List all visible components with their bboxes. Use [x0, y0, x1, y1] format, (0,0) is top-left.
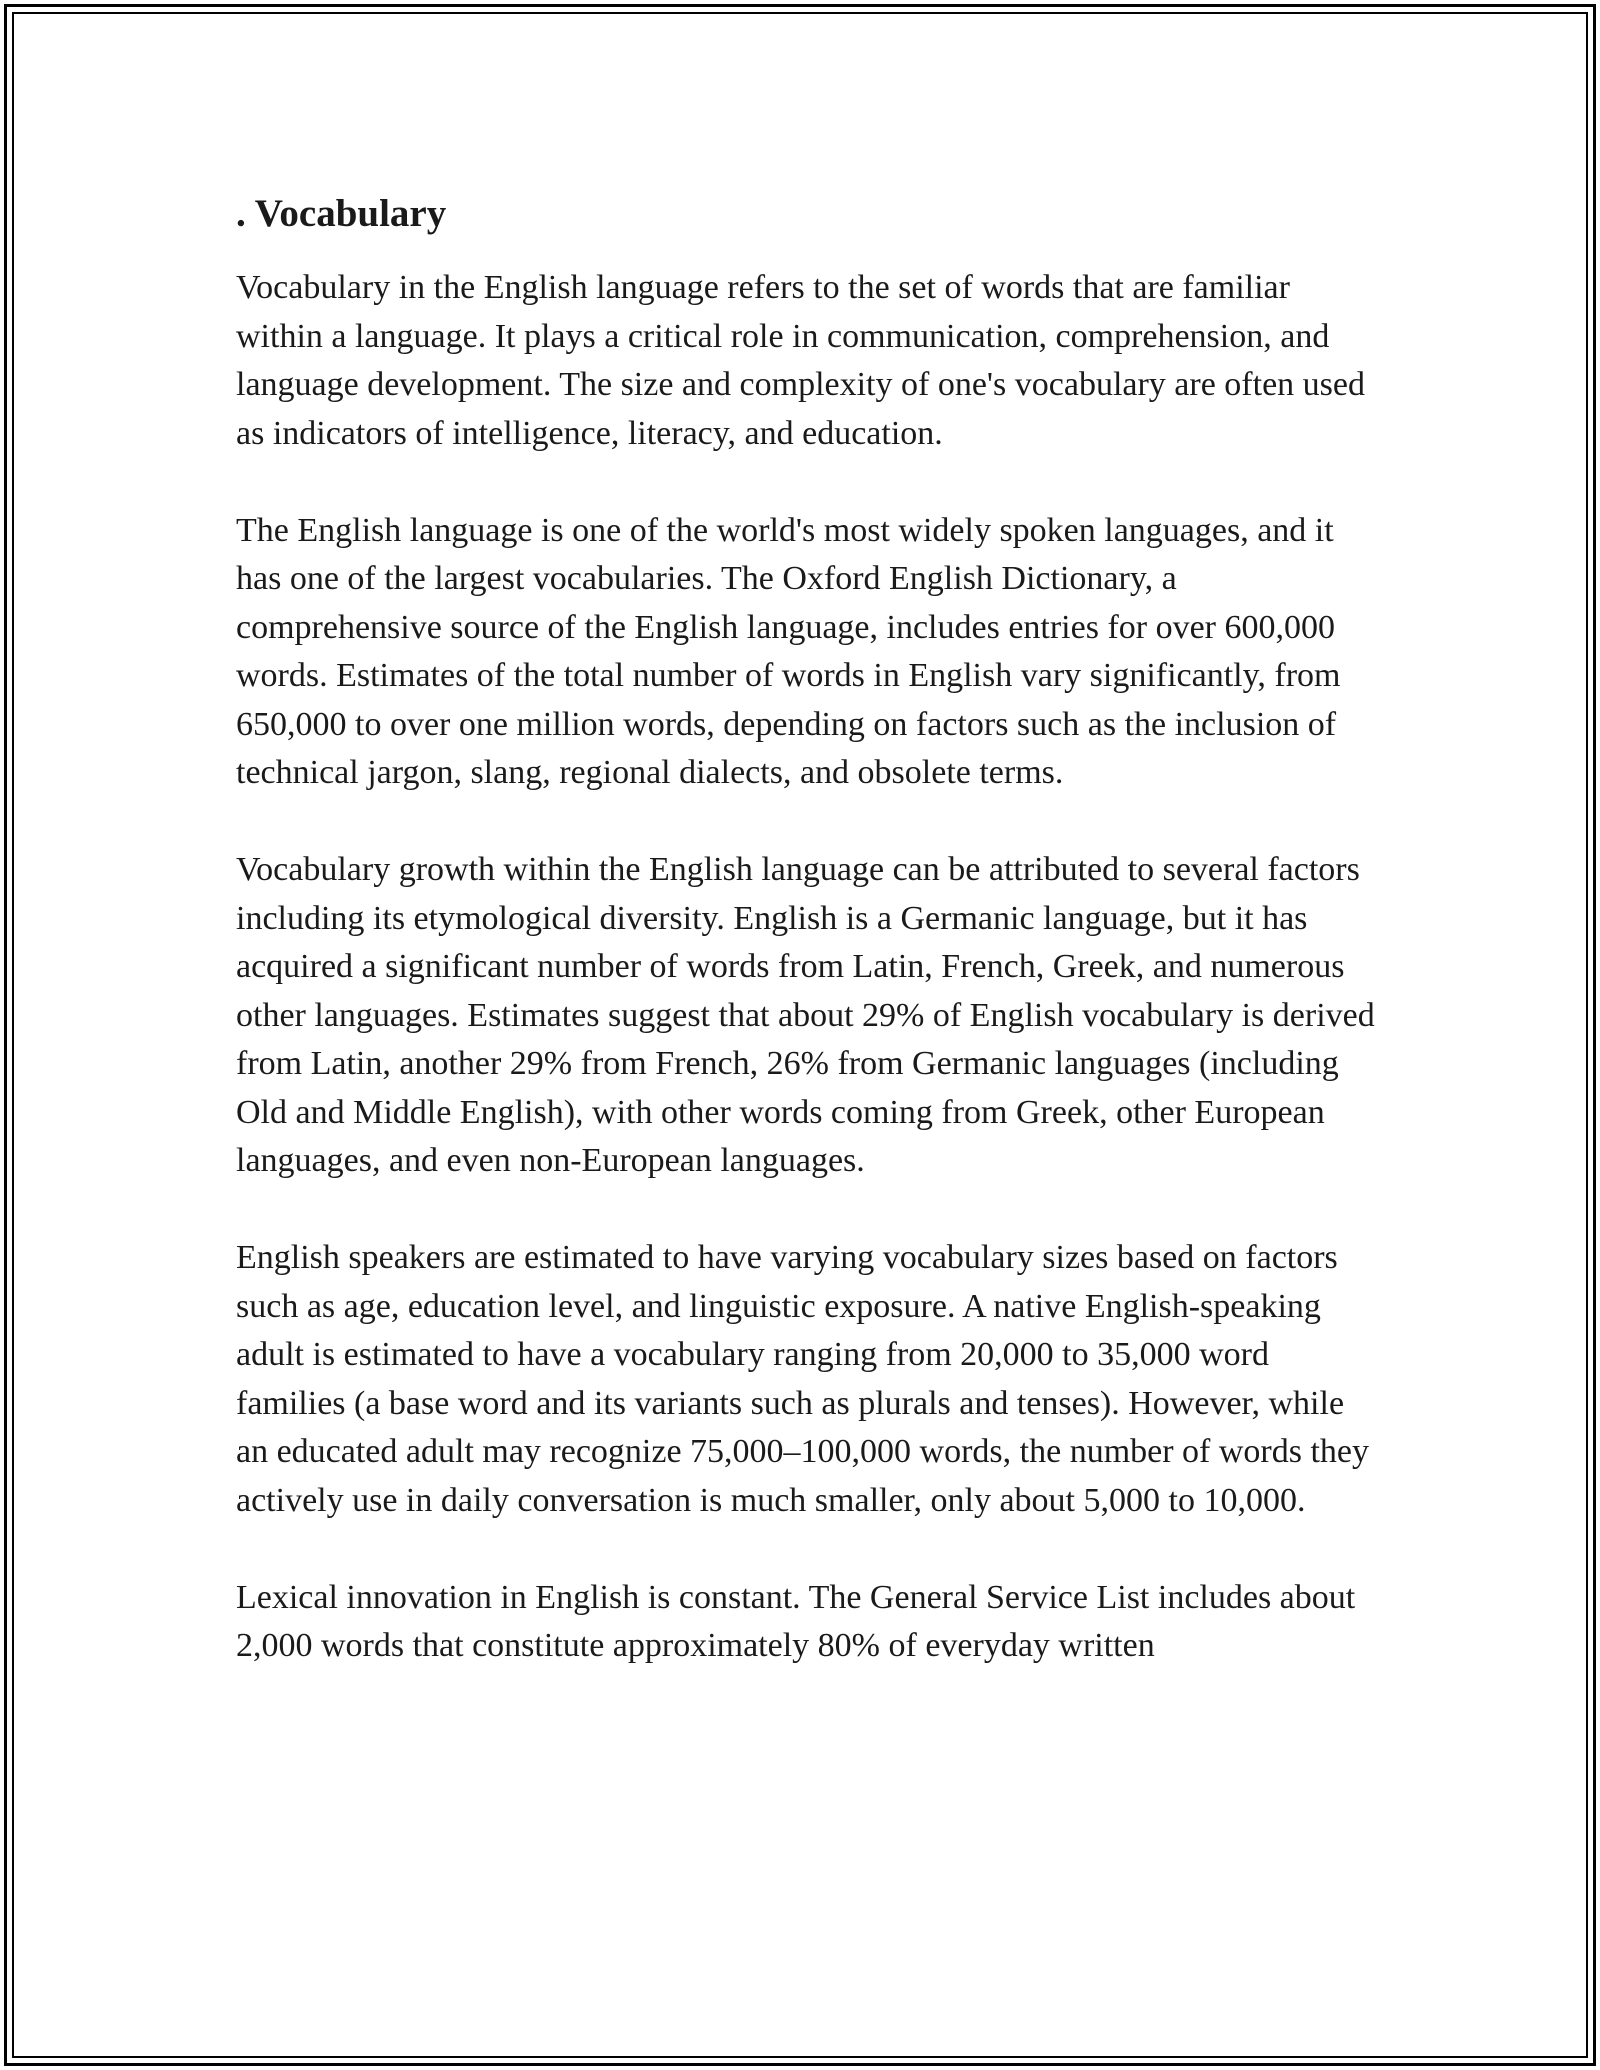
paragraph-etymology: Vocabulary growth within the English language can be attributed to several factors including its etymological diversity. English is a Germanic language, but it has acquired a significant number of words from Latin, French, Greek, and numerous other languages. Estimates suggest that about 29% of English vocabulary is derived from Latin, another 29% from French, 26% from Germanic languages (including Old and Middle English), with other words coming from Greek, other European languages, and even non-European languages.: [236, 851, 1375, 1179]
paragraph-speakers: English speakers are estimated to have varying vocabulary sizes based on factors such as age, education level, and linguistic exposure. A native English-speaking adult is estimated to have a vocabulary ranging from 20,000 to 35,000 word families (a base word and its variants such as plurals and tenses). However, while an educated adult may recognize 75,000–100,000 words, the number of words they actively use in daily conversation is much smaller, only about 5,000 to 10,000.: [236, 1239, 1370, 1519]
paragraph-definition: Vocabulary in the English language refers to the set of words that are familiar within a language. It plays a critical role in communication, comprehension, and language development. The size and complexity of one's vocabulary are often used as indicators of intelligence, literacy, and education.: [236, 269, 1365, 452]
document-body: [236, 188, 1376, 1719]
section-heading: . Vocabulary: [236, 192, 447, 235]
paragraph-innovation: Lexical innovation in English is constant. The General Service List includes about 2,000 words that constitute approximately 80% of everyday written: [236, 1578, 1356, 1664]
paragraph-size: The English language is one of the world's most widely spoken languages, and it has one of the largest vocabularies. The Oxford English Dictionary, a comprehensive source of the English language, includes entries for over 600,000 words. Estimates of the total number of words in English vary significantly, from 650,000 to over one million words, depending on factors such as the inclusion of technical jargon, slang, regional dialects, and obsolete terms.: [236, 511, 1341, 791]
